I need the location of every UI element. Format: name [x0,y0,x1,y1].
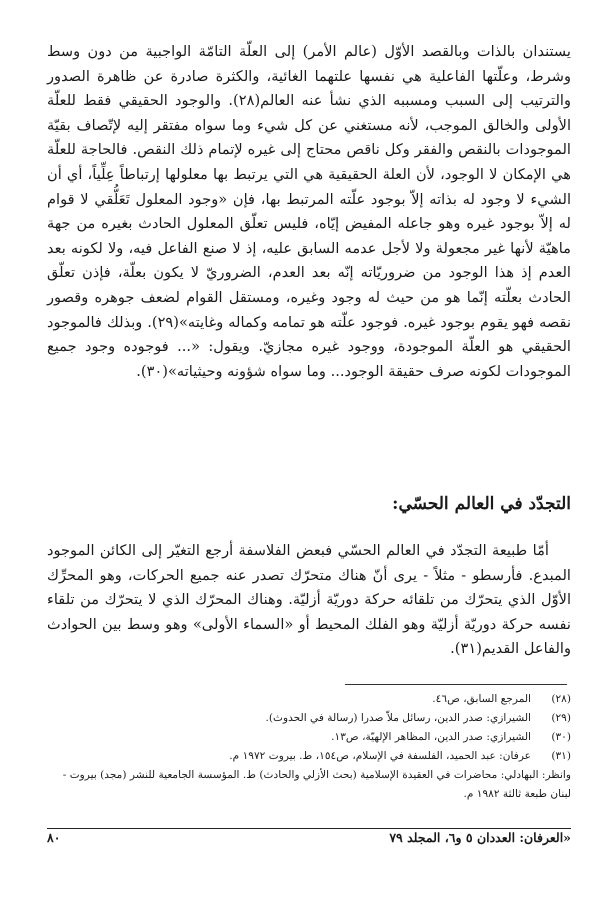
footnote-item [47,747,571,766]
footnotes [47,690,571,804]
footnote-number: (٣١) [551,750,571,762]
footnote-item [47,728,571,747]
footnote-number: (٣٠) [551,731,571,743]
footnote-item [47,690,571,709]
footnote-text: الشيرازي: صدر الدين، رسائل ملاّ صدرا (رسالة في الحدوث). [265,712,531,724]
footnote-continuation-text: وانظر: البهادلي: محاضرات في العقيدة الإسلامية (بحث الأزلي والحادث) ط. المؤسسة الجامعية للنشر (مجد) بيروت - لبنان طبعة ثالثة ١٩٨٢ م. [62,769,571,800]
footer-separator [47,828,571,829]
journal-info: «العرفان: العددان ٥ و٦، المجلد ٧٩ [389,830,571,845]
footnote-text: الشيرازي: صدر الدين، المظاهر الإلهيّة، ص١٣. [331,731,531,743]
footnote-continuation [47,766,571,804]
main-text [47,40,571,384]
footnote-text: المرجع السابق، ص٤٦. [432,693,531,705]
footnote-text: عرفان: عبد الحميد، الفلسفة في الإسلام، ص١٥٤، ط. بيروت ١٩٧٢ م. [229,750,531,762]
footnote-item [47,709,571,728]
footnote-separator [345,684,567,685]
footnote-number: (٢٨) [551,693,571,705]
paragraph: يستندان بالذات وبالقصد الأوّل (عالم الأمر) إلى العلّة التامّة الواجبية من دون وسط وشرط، وعلّتها الفاعلية هي نفسها علتهما الغائية، والكثرة صادرة عن ظاهرة الصدور والترتيب إلى السبب ومسببه الذي نشأ عنه العالم(٢٨). والوجود الحقيقي فقط للعلّة الأولى والخالق الموجب، لأنه مستغني عن كل شيء وما سواه مفتقر إليه لإتّصاف بقيّة الموجودات بالنقص والفقر وكل ناقص محتاج إلى غيره لإتمام ذلك النقص. فالحاجة للعلّة هي الإمكان لا الوجود، لأن العلة الحقيقية هي التي يرتبط بها معلولها إرتباطاً عِلِّياً، أي أن الشيء لا وجود له بذاته إلاّ بوجود علّته المرتبط بها، فإن «وجود المعلول تَعَلُّقي لا قوام له إلاّ بوجود غيره وهو جاعله المفيض إيّاه، فليس تعلّق المعلول الحادث بغيره من جهة ماهيّة لأنها غير مجعولة ولا لأجل عدمه السابق عليه، إذ لا صنع الفاعل فيه، ولا لكونه بعد العدم إذ هذا الوجود من ضروريّاته إنّه بعد العدم، الضروريّ لا يكون بعلّة، فإذن تعلّق الحادث بعلّته إنّما هو من حيث له وجود وغيره، ومستقل القوام لضعف جوهره وقصور نقصه فهو يقوم بوجود غيره. فوجود علّته هو تمامه وكماله وغايته»(٢٩). وبذلك فالموجود الحقيقي هو العلّة الموجودة، ووجود غيره مجازيّ. ويقول: «... فوجوده وجود جميع الموجودات لكونه صرف حقيقة الوجود... وما سواه شؤونه وحيثياته»(٣٠). [47,43,571,380]
section-paragraph: أمّا طبيعة التجدّد في العالم الحسّي فبعض الفلاسفة أرجع التغيّر إلى الكائن الموجود المبدع. فأرسطو - مثلاً - يرى أنّ هناك متحرّك تصدر عنه جميع الحركات، وهو المحرِّك الأوّل الذي يتحرّك من تلقائه حركة دوريّة أزليّة. وهناك المحرّك الذي لا يتحرّك من تلقاء نفسه حركة دوريّة أزليّة وهو الفلك المحيط أو «السماء الأولى» وهو وسط بين الحوادث والفاعل القديم(٣١). [47,542,571,658]
footnote-number: (٢٩) [551,712,571,724]
page-number: ٨٠ [47,830,61,845]
page-footer [47,830,571,845]
section-heading: التجدّد في العالم الحسّي: [392,494,571,514]
